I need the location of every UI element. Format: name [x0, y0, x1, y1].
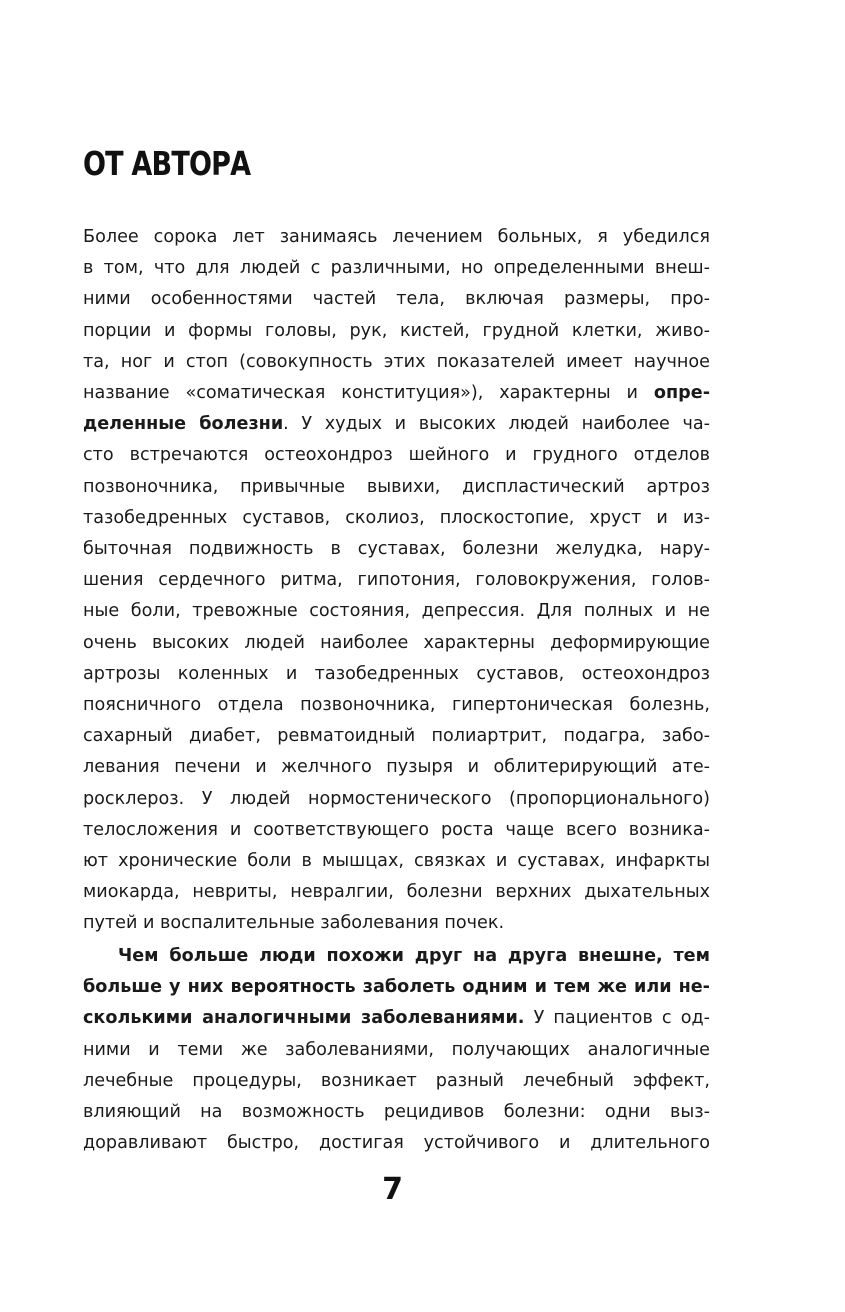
text-line	[83, 659, 710, 690]
text-segment: У пациентов с од-	[524, 1008, 710, 1029]
text-line	[83, 815, 710, 846]
text-segment: очень высоких людей наиболее характерны деформирующие	[83, 632, 710, 653]
text-segment: миокарда, невриты, невралгии, болезни верхних дыхательных	[83, 882, 710, 903]
bold-text-segment: сколькими аналогичными заболеваниями.	[83, 1008, 525, 1029]
text-line	[83, 284, 710, 315]
text-line	[83, 1097, 710, 1128]
text-segment: та, ног и стоп (совокупность этих показателей имеет научное	[83, 351, 710, 372]
text-segment: сто встречаются остеохондроз шейного и грудного отделов	[83, 445, 710, 466]
text-line	[83, 565, 710, 596]
text-line	[83, 752, 710, 783]
text-segment: ними особенностями частей тела, включая размеры, про-	[83, 289, 710, 310]
text-segment: порции и формы головы, рук, кистей, грудной клетки, живо-	[83, 320, 710, 341]
text-line	[83, 347, 710, 378]
text-segment: левания печени и желчного пузыря и облитерирующий ате-	[83, 757, 710, 778]
text-segment: влияющий на возможность рецидивов болезни: одни выз-	[83, 1102, 710, 1122]
text-segment: название «соматическая конституция»), характерны и	[83, 383, 654, 403]
text-segment: телосложения и соответствующего роста чаще всего возника-	[83, 819, 710, 840]
text-line	[83, 409, 710, 440]
text-line	[83, 1128, 710, 1159]
bold-text-segment: деленные болезни	[83, 414, 284, 435]
text-line	[83, 784, 710, 815]
text-segment: доравливают быстро, достигая устойчивого и длительного	[83, 1133, 710, 1154]
text-line	[83, 253, 710, 284]
text-line	[83, 440, 710, 471]
text-segment: поясничного отдела позвоночника, гипертоническая болезнь,	[83, 695, 710, 715]
text-line	[83, 534, 710, 565]
page-heading: ОТ АВТОРА	[83, 144, 251, 183]
bold-text-segment: опре-	[653, 383, 710, 403]
text-line	[83, 846, 710, 877]
text-line	[83, 596, 710, 627]
text-line	[83, 472, 710, 503]
text-segment: Более сорока лет занимаясь лечением больных, я убедился	[83, 227, 710, 247]
text-segment: лечебные процедуры, возникает разный лечебный эффект,	[83, 1070, 710, 1091]
text-line	[83, 503, 710, 534]
text-line	[83, 628, 710, 659]
text-segment: артрозы коленных и тазобедренных суставов, остеохондроз	[83, 663, 710, 684]
text-line	[83, 316, 710, 347]
text-line	[83, 1003, 710, 1034]
bold-text-segment: больше у них вероятность заболеть одним и тем же или не-	[83, 977, 710, 998]
text-line	[83, 1066, 710, 1097]
text-segment: ные боли, тревожные состояния, депрессия. Для полных и не	[83, 601, 710, 622]
text-segment: быточная подвижность в суставах, болезни желудка, нару-	[83, 539, 710, 559]
text-segment: тазобедренных суставов, сколиоз, плоскостопие, хруст и из-	[83, 507, 710, 528]
text-segment: росклероз. У людей нормостенического (пропорционального)	[83, 788, 710, 809]
bold-text-segment: Чем больше люди похожи друг на друга внешне, тем	[118, 946, 710, 966]
text-segment: в том, что для людей с различными, но определенными внеш-	[83, 258, 710, 279]
text-line	[83, 908, 710, 939]
text-line	[118, 941, 710, 972]
text-segment: путей и воспалительные заболевания почек.	[83, 913, 505, 934]
text-segment: сахарный диабет, ревматоидный полиартрит, подагра, забо-	[83, 726, 710, 747]
text-line	[83, 721, 710, 752]
text-line	[83, 378, 710, 409]
text-line	[83, 972, 710, 1003]
text-line	[83, 1035, 710, 1066]
text-segment: шения сердечного ритма, гипотония, головокружения, голов-	[83, 570, 710, 591]
text-segment: позвоночника, привычные вывихи, диспластический артроз	[83, 476, 710, 497]
text-segment: ют хронические боли в мышцах, связках и суставах, инфаркты	[83, 851, 710, 871]
text-segment: ними и теми же заболеваниями, получающих аналогичные	[83, 1039, 710, 1060]
text-line	[83, 877, 710, 908]
text-line	[83, 690, 710, 721]
text-segment: . У худых и высоких людей наиболее ча-	[283, 414, 710, 435]
page-number: 7	[382, 1172, 403, 1207]
text-line	[83, 222, 710, 253]
